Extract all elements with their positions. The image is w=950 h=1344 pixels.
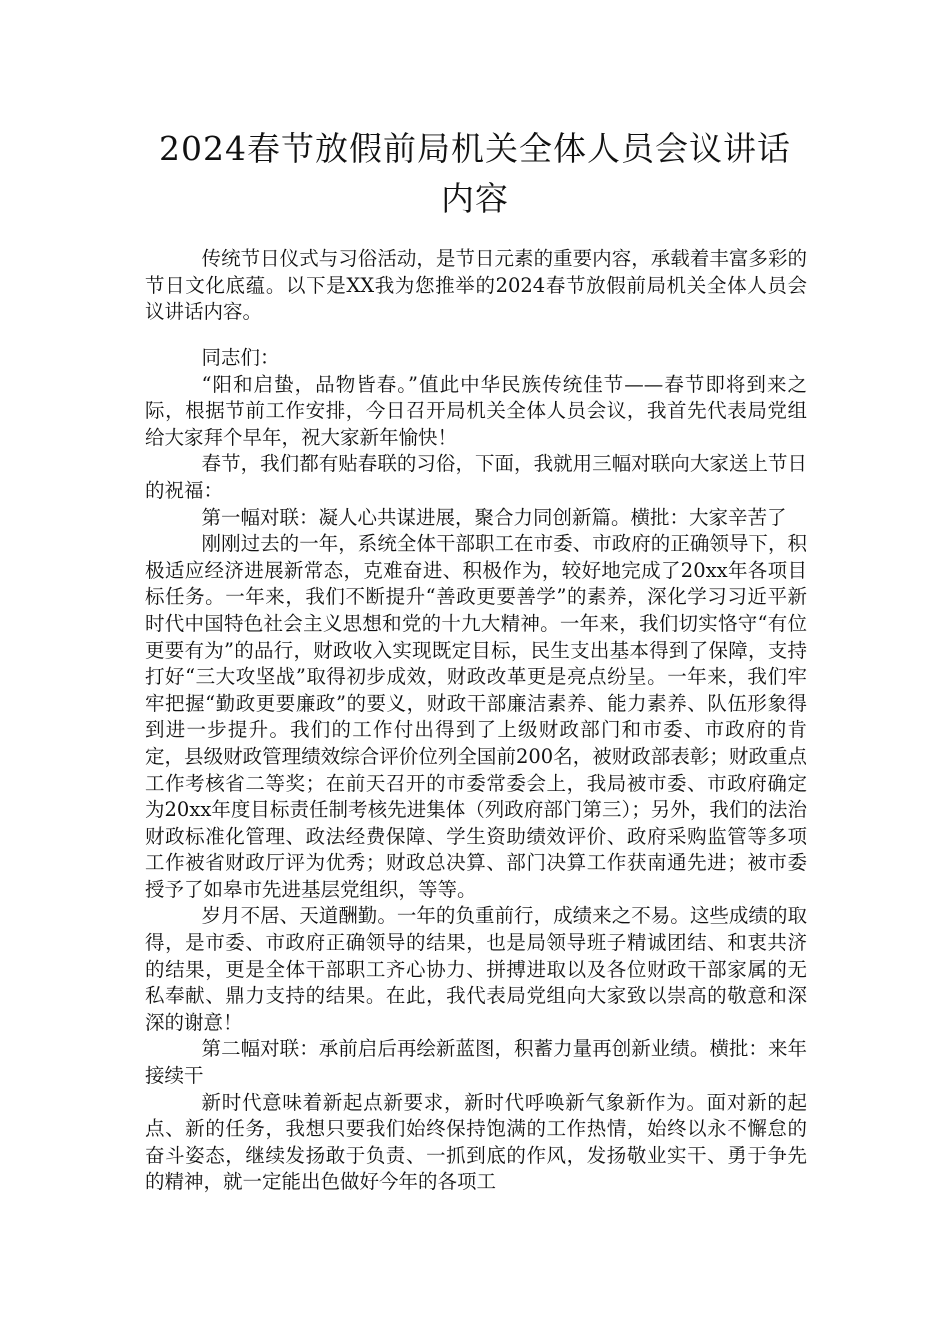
title-line-2: 内容 bbox=[441, 179, 509, 218]
document-title bbox=[140, 124, 810, 224]
review-paragraph: 刚刚过去的一年，系统全体干部职工在市委、市政府的正确领导下，积极适应经济进展新常态，克难奋进、积极作为，较好地完成了20xx年各项目标任务。一年来，我们不断提升“善政更要善学”的素养，深化学习习近平新时代中国特色社会主义思想和党的十九大精神。一年来，我们切实恪守“有位更要有为”的品行，财政收入实现既定目标，民生支出基本得到了保障，支持打好“三大攻坚战”取得初步成效，财政改革更是亮点纷呈。一年来，我们牢牢把握“勤政更要廉政”的要义，财政干部廉洁素养、能力素养、队伍形象得到进一步提升。我们的工作付出得到了上级财政部门和市委、市政府的肯定，县级财政管理绩效综合评价位列全国前200名，被财政部表彰；财政重点工作考核省二等奖；在前天召开的市委常委会上，我局被市委、市政府确定为20xx年度目标责任制考核先进集体（列政府部门第三）；另外，我们的法治财政标准化管理、政法经费保障、学生资助绩效评价、政府采购监管等多项工作被省财政厅评为优秀；财政总决算、部门决算工作获南通先进；被市委授予了如皋市先进基层党组织，等等。 bbox=[145, 532, 807, 901]
couplet-1: 第一幅对联：凝人心共谋进展，聚合力同创新篇。横批：大家辛苦了 bbox=[201, 505, 787, 529]
opening-greeting: “阳和启蛰，品物皆春。”值此中华民族传统佳节——春节即将到来之际，根据节前工作安排，今日召开局机关全体人员会议，我首先代表局党组给大家拜个早年，祝大家新年愉快！ bbox=[145, 372, 807, 449]
speech-body bbox=[145, 345, 807, 1196]
title-line-1: 2024春节放假前局机关全体人员会议讲话 bbox=[159, 129, 791, 168]
couplet-intro: 春节，我们都有贴春联的习俗，下面，我就用三幅对联向大家送上节日的祝福： bbox=[145, 452, 807, 502]
salutation: 同志们： bbox=[201, 346, 280, 369]
thanks-paragraph: 岁月不居、天道酬勤。一年的负重前行，成绩来之不易。这些成绩的取得，是市委、市政府正确领导的结果，也是局领导班子精诚团结、和衷共济的结果，更是全体干部职工齐心协力、拼搏进取以及各位财政干部家属的无私奉献、鼎力支持的结果。在此，我代表局党组向大家致以崇高的敬意和深深的谢意！ bbox=[145, 904, 807, 1034]
couplet-2: 第二幅对联：承前启后再绘新蓝图，积蓄力量再创新业绩。横批：来年接续干 bbox=[145, 1037, 807, 1088]
intro-paragraph: 传统节日仪式与习俗活动，是节日元素的重要内容，承载着丰富多彩的节日文化底蕴。以下是XX我为您推举的2024春节放假前局机关全体人员会议讲话内容。 bbox=[145, 247, 807, 324]
intro-section bbox=[145, 246, 807, 326]
outlook-paragraph: 新时代意味着新起点新要求，新时代呼唤新气象新作为。面对新的起点、新的任务，我想只要我们始终保持饱满的工作热情，始终以永不懈怠的奋斗姿态，继续发扬敢于负责、一抓到底的作风，发扬敬业实干、勇于争先的精神，就一定能出色做好今年的各项工 bbox=[145, 1090, 807, 1194]
